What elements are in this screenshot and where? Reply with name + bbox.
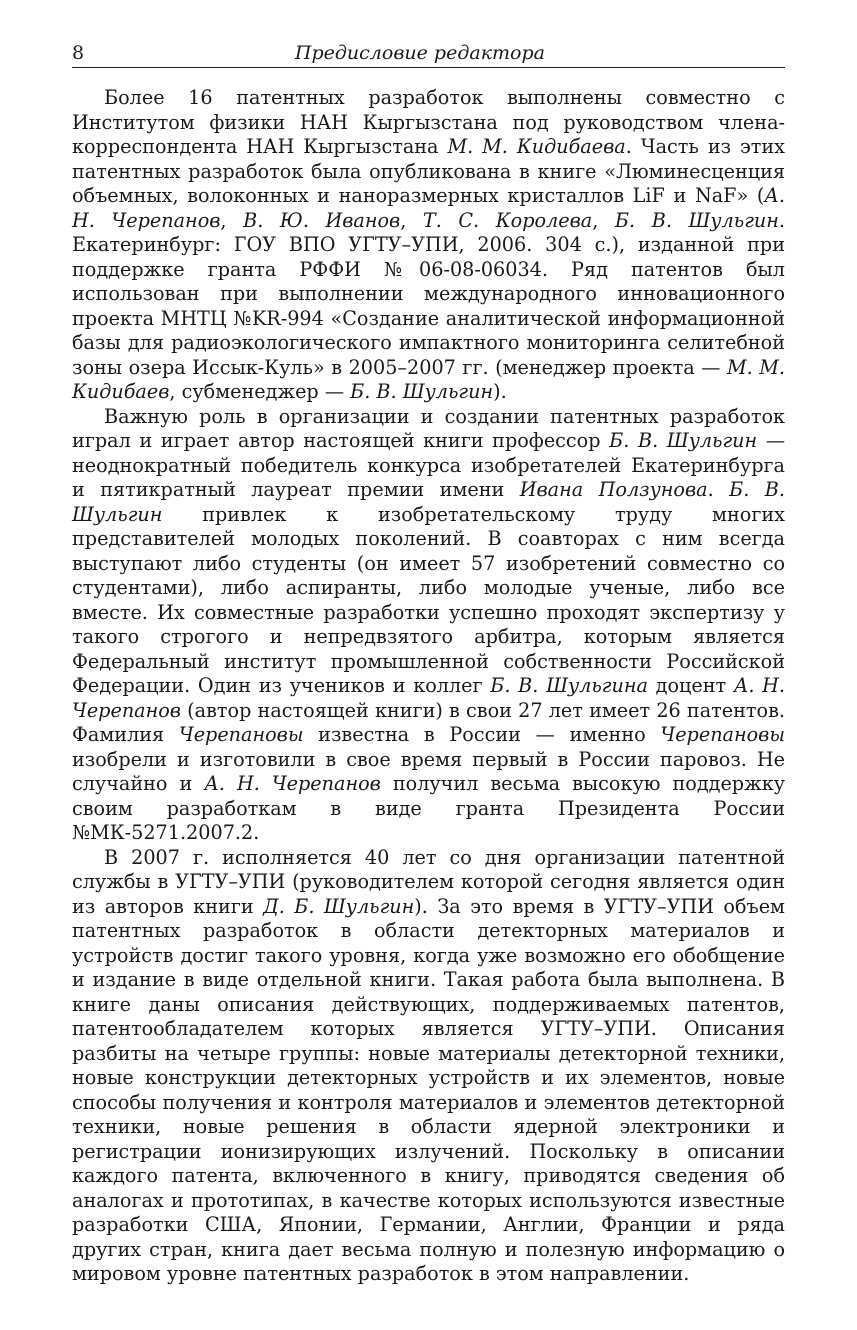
section-title: Предисловие редактора xyxy=(294,42,545,64)
text-run: (автор настоящей книги) в свои 27 лет имеет 26 патентов. Фамилия xyxy=(72,698,785,746)
text-run: изобрели и изготовили в свое время первый в России паровоз. Не случайно и xyxy=(72,747,785,795)
italic-name: А. Н. Черепанов xyxy=(72,674,786,722)
page-number: 8 xyxy=(72,42,85,64)
text-run: , xyxy=(592,208,615,232)
text-run: Более 16 патентных разработок выполнены совместно с Институтом физики НАН Кыргызстана под руководством члена-корреспондента НАН Кыргызстана xyxy=(72,86,785,158)
paragraph-1 xyxy=(72,86,785,405)
text-run: известна в России — именно xyxy=(303,723,661,746)
text-run: . Часть из этих патентных разработок была опубликована в книге «Люминесценция объемных, волоконных и наноразмерных кристаллов LiF и NaF» ( xyxy=(72,135,786,207)
text-run: ). xyxy=(493,380,507,403)
italic-name: А. Н. Черепанов xyxy=(204,772,381,795)
text-run: Важную роль в организации и создании патентных разработок играл и играет автор настоящей книги профессор xyxy=(72,404,785,452)
text-run: ). За это время в УГТУ–УПИ объем патентных разработок в области детекторных материалов и устройств достиг такого уровня, когда уже возможно его обобщение и издание в виде отдельной книги. Такая работа была выполнена. В книге даны описания действующих, поддерживаемых патентов, патентообладателем которых является УГТУ–УПИ. Описания разбиты на четыре группы: новые материалы детекторной техники, новые конструкции детекторных устройств и их элементов, новые способы получения и контроля материалов и элементов детекторной техники, новые решения в области ядерной электроники и регистрации ионизирующих излучений. Поскольку в описании каждого патента, включенного в книгу, приводятся сведения об аналогах и прототипах, в качестве которых используются известные разработки США, Японии, Германии, Англии, Франции и ряда других стран, книга дает весьма полную и полезную информацию о мировом уровне патентных разработок в этом направлении. xyxy=(72,894,785,1285)
italic-name: Б. В. Шульгина xyxy=(490,674,648,697)
italic-name: А. Н. Черепанов xyxy=(72,184,785,232)
running-header xyxy=(72,42,785,68)
italic-name: Черепановы xyxy=(660,723,785,746)
italic-name: В. Ю. Иванов xyxy=(243,208,401,232)
paragraph-3 xyxy=(72,846,785,1287)
text-run: доцент xyxy=(647,674,734,697)
text-run: — неоднократный победитель конкурса изобретателей Екатеринбурга и пятикратный лауреат премии имени xyxy=(72,429,786,501)
italic-name: Ивана Ползунова xyxy=(519,478,708,501)
document-page xyxy=(72,42,785,1287)
italic-name: Б. В. Шульгин xyxy=(72,478,786,526)
text-run: , субменеджер — xyxy=(169,380,351,403)
italic-name: М. М. Кидибаев xyxy=(72,355,785,403)
italic-name: Б. В. Шульгин xyxy=(614,208,779,232)
italic-name: Б. В. Шульгин xyxy=(350,380,494,403)
text-run: . xyxy=(707,478,730,501)
italic-name: М. М. Кидибаева xyxy=(447,135,626,158)
body-text xyxy=(72,86,785,1287)
italic-name: Б. В. Шульгин xyxy=(609,429,758,452)
text-run: . Екатеринбург: ГОУ ВПО УГТУ–УПИ, 2006. 304 с.), изданной при поддержке гранта РФФИ №06-08-06034. Ряд патентов был использован при выполнении международного инновационного проекта МНТЦ №KR-994 «Создание аналитической информационной базы для радиоэкологического импактного мониторинга селитебной зоны озера Иссык-Куль» в 2005–2007 гг. (менеджер проекта — xyxy=(72,208,786,379)
text-run: привлек к изобретательскому труду многих представителей молодых поколений. В соавторах с ним всегда выступают либо студенты (он имеет 57 изобретений совместно со студентами), либо аспиранты, либо молодые ученые, либо все вместе. Их совместные разработки успешно проходят экспертизу у такого строгого и непредвзятого арбитра, которым является Федеральный институт промышленной собственности Российской Федерации. Один из учеников и коллег xyxy=(72,502,785,697)
text-run: получил весьма высокую поддержку своим разработкам в виде гранта Президента России №МК-5271.2007.2. xyxy=(72,772,786,844)
text-run: , xyxy=(220,208,244,232)
italic-name: Т. С. Королева xyxy=(422,208,593,232)
italic-name: Д. Б. Шульгин xyxy=(263,894,415,918)
paragraph-2 xyxy=(72,405,785,846)
text-run: В 2007 г. исполняется 40 лет со дня организации патентной службы в УГТУ–УПИ (руководителем которой сегодня является один из авторов книги xyxy=(72,845,785,918)
text-run: , xyxy=(400,208,423,232)
italic-name: Черепановы xyxy=(178,723,304,746)
